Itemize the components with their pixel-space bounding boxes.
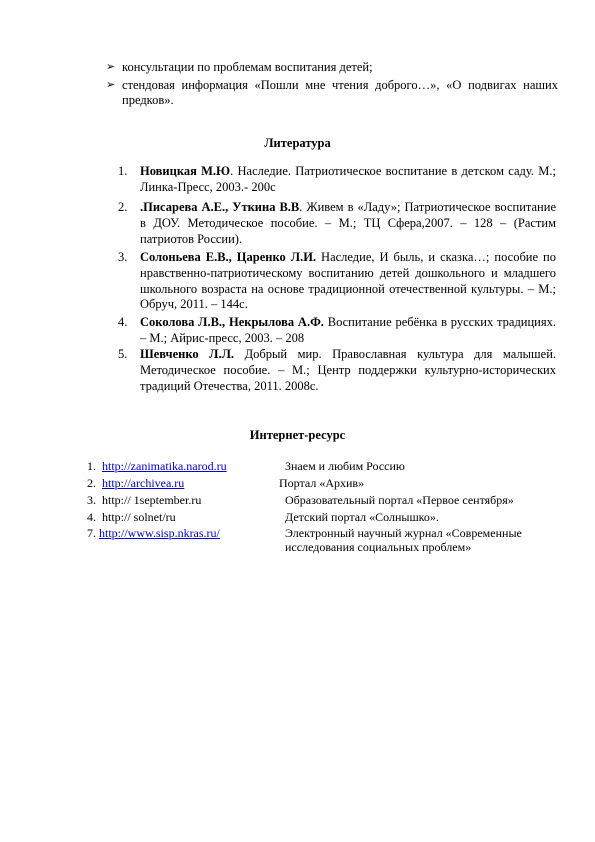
item-number: 1. xyxy=(87,459,96,473)
item-link-wrap xyxy=(87,527,220,541)
item-details: Наследие, И быль, и сказка…; пособие по нравственно-патриотическому воспитанию детей дошкольного и младшего школьного возраста на основе традиционной отечественной культуры. – М.; Обруч, 2011. – 144с. xyxy=(140,250,556,312)
item-description: Детский портал «Солнышко». xyxy=(285,510,439,524)
item-number: 4. xyxy=(118,315,128,329)
item-number: 3. xyxy=(118,250,128,264)
item-description: Образовательный портал «Первое сентября» xyxy=(285,493,514,507)
arrow-bullet-icon: ➢ xyxy=(106,79,116,91)
item-number: 5. xyxy=(118,347,128,361)
item-description: Электронный научный журнал «Современные исследования социальных проблем» xyxy=(285,526,522,554)
item-details: Добрый мир. Православная культура для малышей. Методическое пособие. – М.; Центр поддержки культурно-исторических традиций Отечества, 2011. 2008с. xyxy=(140,347,557,393)
item-text xyxy=(140,250,556,313)
item-number: 7. xyxy=(87,526,96,540)
arrow-bullet-icon: ➢ xyxy=(106,61,116,73)
item-number: 2. xyxy=(87,476,96,490)
item-text xyxy=(140,347,556,394)
item-description: Знаем и любим Россию xyxy=(285,459,405,473)
literature-heading: Литература xyxy=(264,136,331,150)
bullet-text: консультации по проблемам воспитания детей; xyxy=(122,60,373,74)
archivea-link[interactable]: http://archivea.ru xyxy=(102,476,185,490)
item-text xyxy=(140,164,556,196)
url-text: http:// solnet/ru xyxy=(102,510,176,524)
item-number: 2. xyxy=(118,200,128,214)
item-link-wrap xyxy=(87,477,184,491)
internet-heading: Интернет-ресурс xyxy=(249,428,346,442)
item-text xyxy=(140,200,556,247)
item-number: 4. xyxy=(87,510,96,524)
item-text xyxy=(140,315,556,347)
zanimatika-link[interactable]: http://zanimatika.narod.ru xyxy=(102,459,227,473)
item-author: Соколова Л.В., Некрылова А.Ф. xyxy=(140,315,324,329)
item-link-wrap xyxy=(87,460,227,474)
item-author: Новицкая М.Ю xyxy=(140,164,231,178)
sisp-link[interactable]: http://www.sisp.nkras.ru/ xyxy=(99,526,220,540)
item-author: .Писарева А.Е., Уткина В.В xyxy=(140,200,300,214)
item-details: . Живем в «Ладу»; Патриотическое воспитание в ДОУ. Методическое пособие. – М.; ТЦ Сфера,2007. – 128 – (Растим патриотов России). xyxy=(140,200,556,246)
item-link-wrap xyxy=(87,511,176,525)
item-author: Шевченко Л.Л. xyxy=(140,347,235,361)
item-details: Воспитание ребёнка в русских традициях. – М.; Айрис-пресс, 2003. – 208 xyxy=(140,315,556,345)
item-details: . Наследие. Патриотическое воспитание в детском саду. М.; Линка-Пресс, 2003.- 200с xyxy=(140,164,556,194)
item-link-wrap xyxy=(87,494,201,508)
url-text: http:// 1september.ru xyxy=(102,493,202,507)
item-author: Солоньева Е.В., Царенко Л.И. xyxy=(140,250,317,264)
item-description: Портал «Архив» xyxy=(279,476,365,490)
bullet-text: стендовая информация «Пошли мне чтения доброго…», «О подвигах наших предков». xyxy=(122,78,558,107)
item-number: 3. xyxy=(87,493,96,507)
item-number: 1. xyxy=(118,164,128,178)
